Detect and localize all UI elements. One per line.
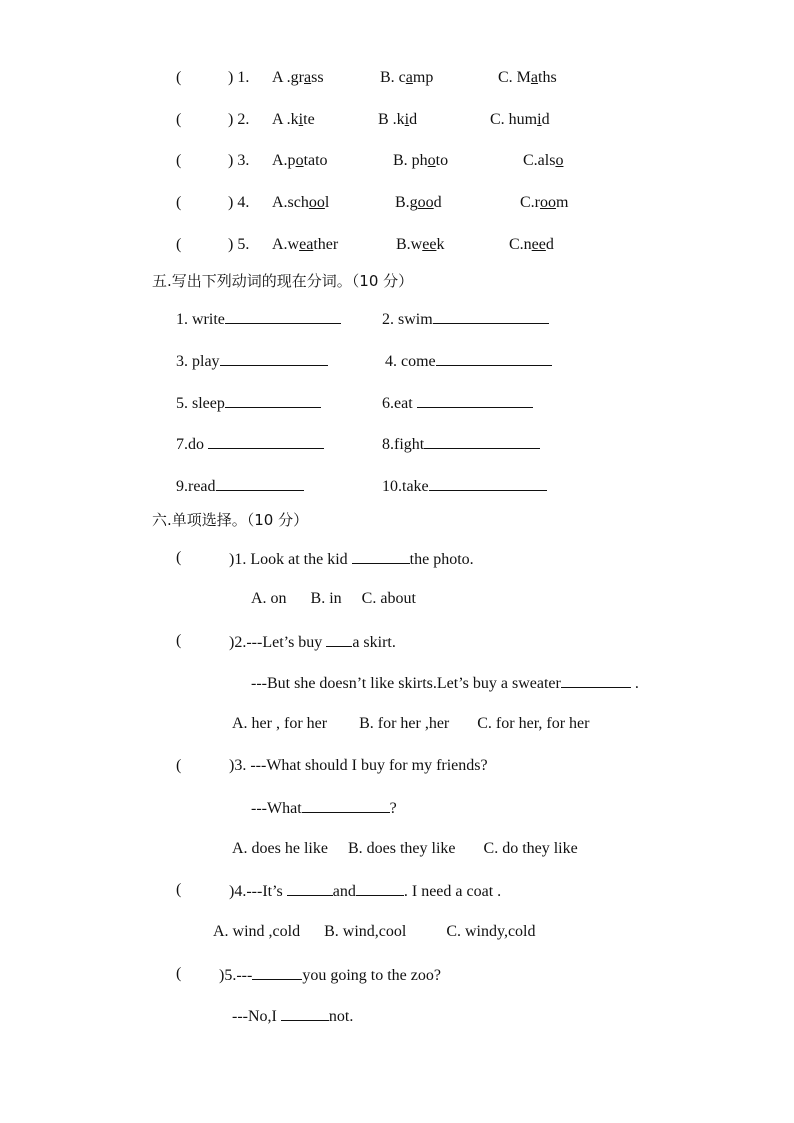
answer-blank[interactable]	[302, 797, 390, 813]
answer-paren[interactable]: (	[176, 236, 182, 253]
section-title: 六.单项选择。（10 分）	[152, 511, 309, 529]
answer-blank[interactable]	[424, 433, 540, 449]
answer-paren[interactable]: (	[176, 757, 182, 774]
answer-blank[interactable]	[436, 350, 552, 366]
question-line: ---What ?	[251, 797, 397, 819]
answer-blank[interactable]	[352, 548, 410, 564]
question-number: ) 5.	[228, 236, 250, 253]
option-a: A.potato	[272, 152, 328, 169]
options-line: A. her , for her B. for her ,her C. for her, for her	[232, 715, 590, 732]
answer-paren[interactable]: (	[176, 152, 182, 169]
options-line: A. wind ,cold B. wind,cool C. windy,cold	[213, 923, 536, 940]
option-b: B .kid	[378, 111, 418, 128]
option-b: B.week	[396, 236, 445, 253]
option-a: A.weather	[272, 236, 339, 253]
verb-item: 1. write	[176, 308, 341, 330]
answer-blank[interactable]	[429, 475, 547, 491]
verb-item: 7.do	[176, 433, 324, 455]
option-b: B. camp	[380, 69, 434, 86]
answer-blank[interactable]	[281, 1005, 329, 1021]
answer-paren[interactable]: (	[176, 194, 182, 211]
answer-paren[interactable]: (	[176, 111, 182, 128]
option-c: C.also	[523, 152, 564, 169]
option-a: A .grass	[272, 69, 324, 86]
verb-item: 5. sleep	[176, 392, 321, 414]
question-stem: )5.--- you going to the zoo?	[219, 964, 441, 986]
answer-blank[interactable]	[417, 392, 533, 408]
answer-blank[interactable]	[216, 475, 304, 491]
answer-paren[interactable]: (	[176, 549, 182, 566]
verb-item: 6.eat	[382, 392, 533, 414]
question-line: ---But she doesn’t like skirts.Let’s buy a sweater .	[251, 672, 639, 694]
answer-paren[interactable]: (	[176, 881, 182, 898]
question-stem: )3. ---What should I buy for my friends?	[229, 757, 488, 774]
answer-blank[interactable]	[252, 964, 302, 980]
question-number: ) 3.	[228, 152, 250, 169]
options-line: A. on B. in C. about	[251, 590, 416, 607]
section-title: 五.写出下列动词的现在分词。（10 分）	[152, 272, 414, 290]
answer-blank[interactable]	[356, 880, 404, 896]
answer-paren[interactable]: (	[176, 965, 182, 982]
answer-blank[interactable]	[433, 308, 549, 324]
answer-blank[interactable]	[287, 880, 333, 896]
question-number: ) 1.	[228, 69, 250, 86]
question-stem: )1. Look at the kid the photo.	[229, 548, 474, 570]
option-c: C. humid	[490, 111, 550, 128]
option-a: A.school	[272, 194, 330, 211]
answer-blank[interactable]	[225, 308, 341, 324]
answer-blank[interactable]	[225, 392, 321, 408]
option-c: C.room	[520, 194, 569, 211]
answer-blank[interactable]	[326, 631, 352, 647]
option-a: A .kite	[272, 111, 315, 128]
question-stem: )4.---It’s and . I need a coat .	[229, 880, 501, 902]
option-b: B. photo	[393, 152, 449, 169]
option-b: B.good	[395, 194, 442, 211]
answer-paren[interactable]: (	[176, 69, 182, 86]
question-stem: )2.---Let’s buy a skirt.	[229, 631, 396, 653]
question-number: ) 2.	[228, 111, 250, 128]
options-line: A. does he like B. does they like C. do they like	[232, 840, 578, 857]
answer-blank[interactable]	[561, 672, 631, 688]
question-line: ---No,I not.	[232, 1005, 353, 1027]
verb-item: 8.fight	[382, 433, 540, 455]
option-c: C. Maths	[498, 69, 557, 86]
verb-item: 10.take	[382, 475, 547, 497]
verb-item: 3. play	[176, 350, 328, 372]
verb-item: 2. swim	[382, 308, 549, 330]
verb-item: 9.read	[176, 475, 304, 497]
verb-item: 4. come	[385, 350, 552, 372]
answer-blank[interactable]	[208, 433, 324, 449]
option-c: C.need	[509, 236, 554, 253]
answer-paren[interactable]: (	[176, 632, 182, 649]
question-number: ) 4.	[228, 194, 250, 211]
answer-blank[interactable]	[220, 350, 328, 366]
